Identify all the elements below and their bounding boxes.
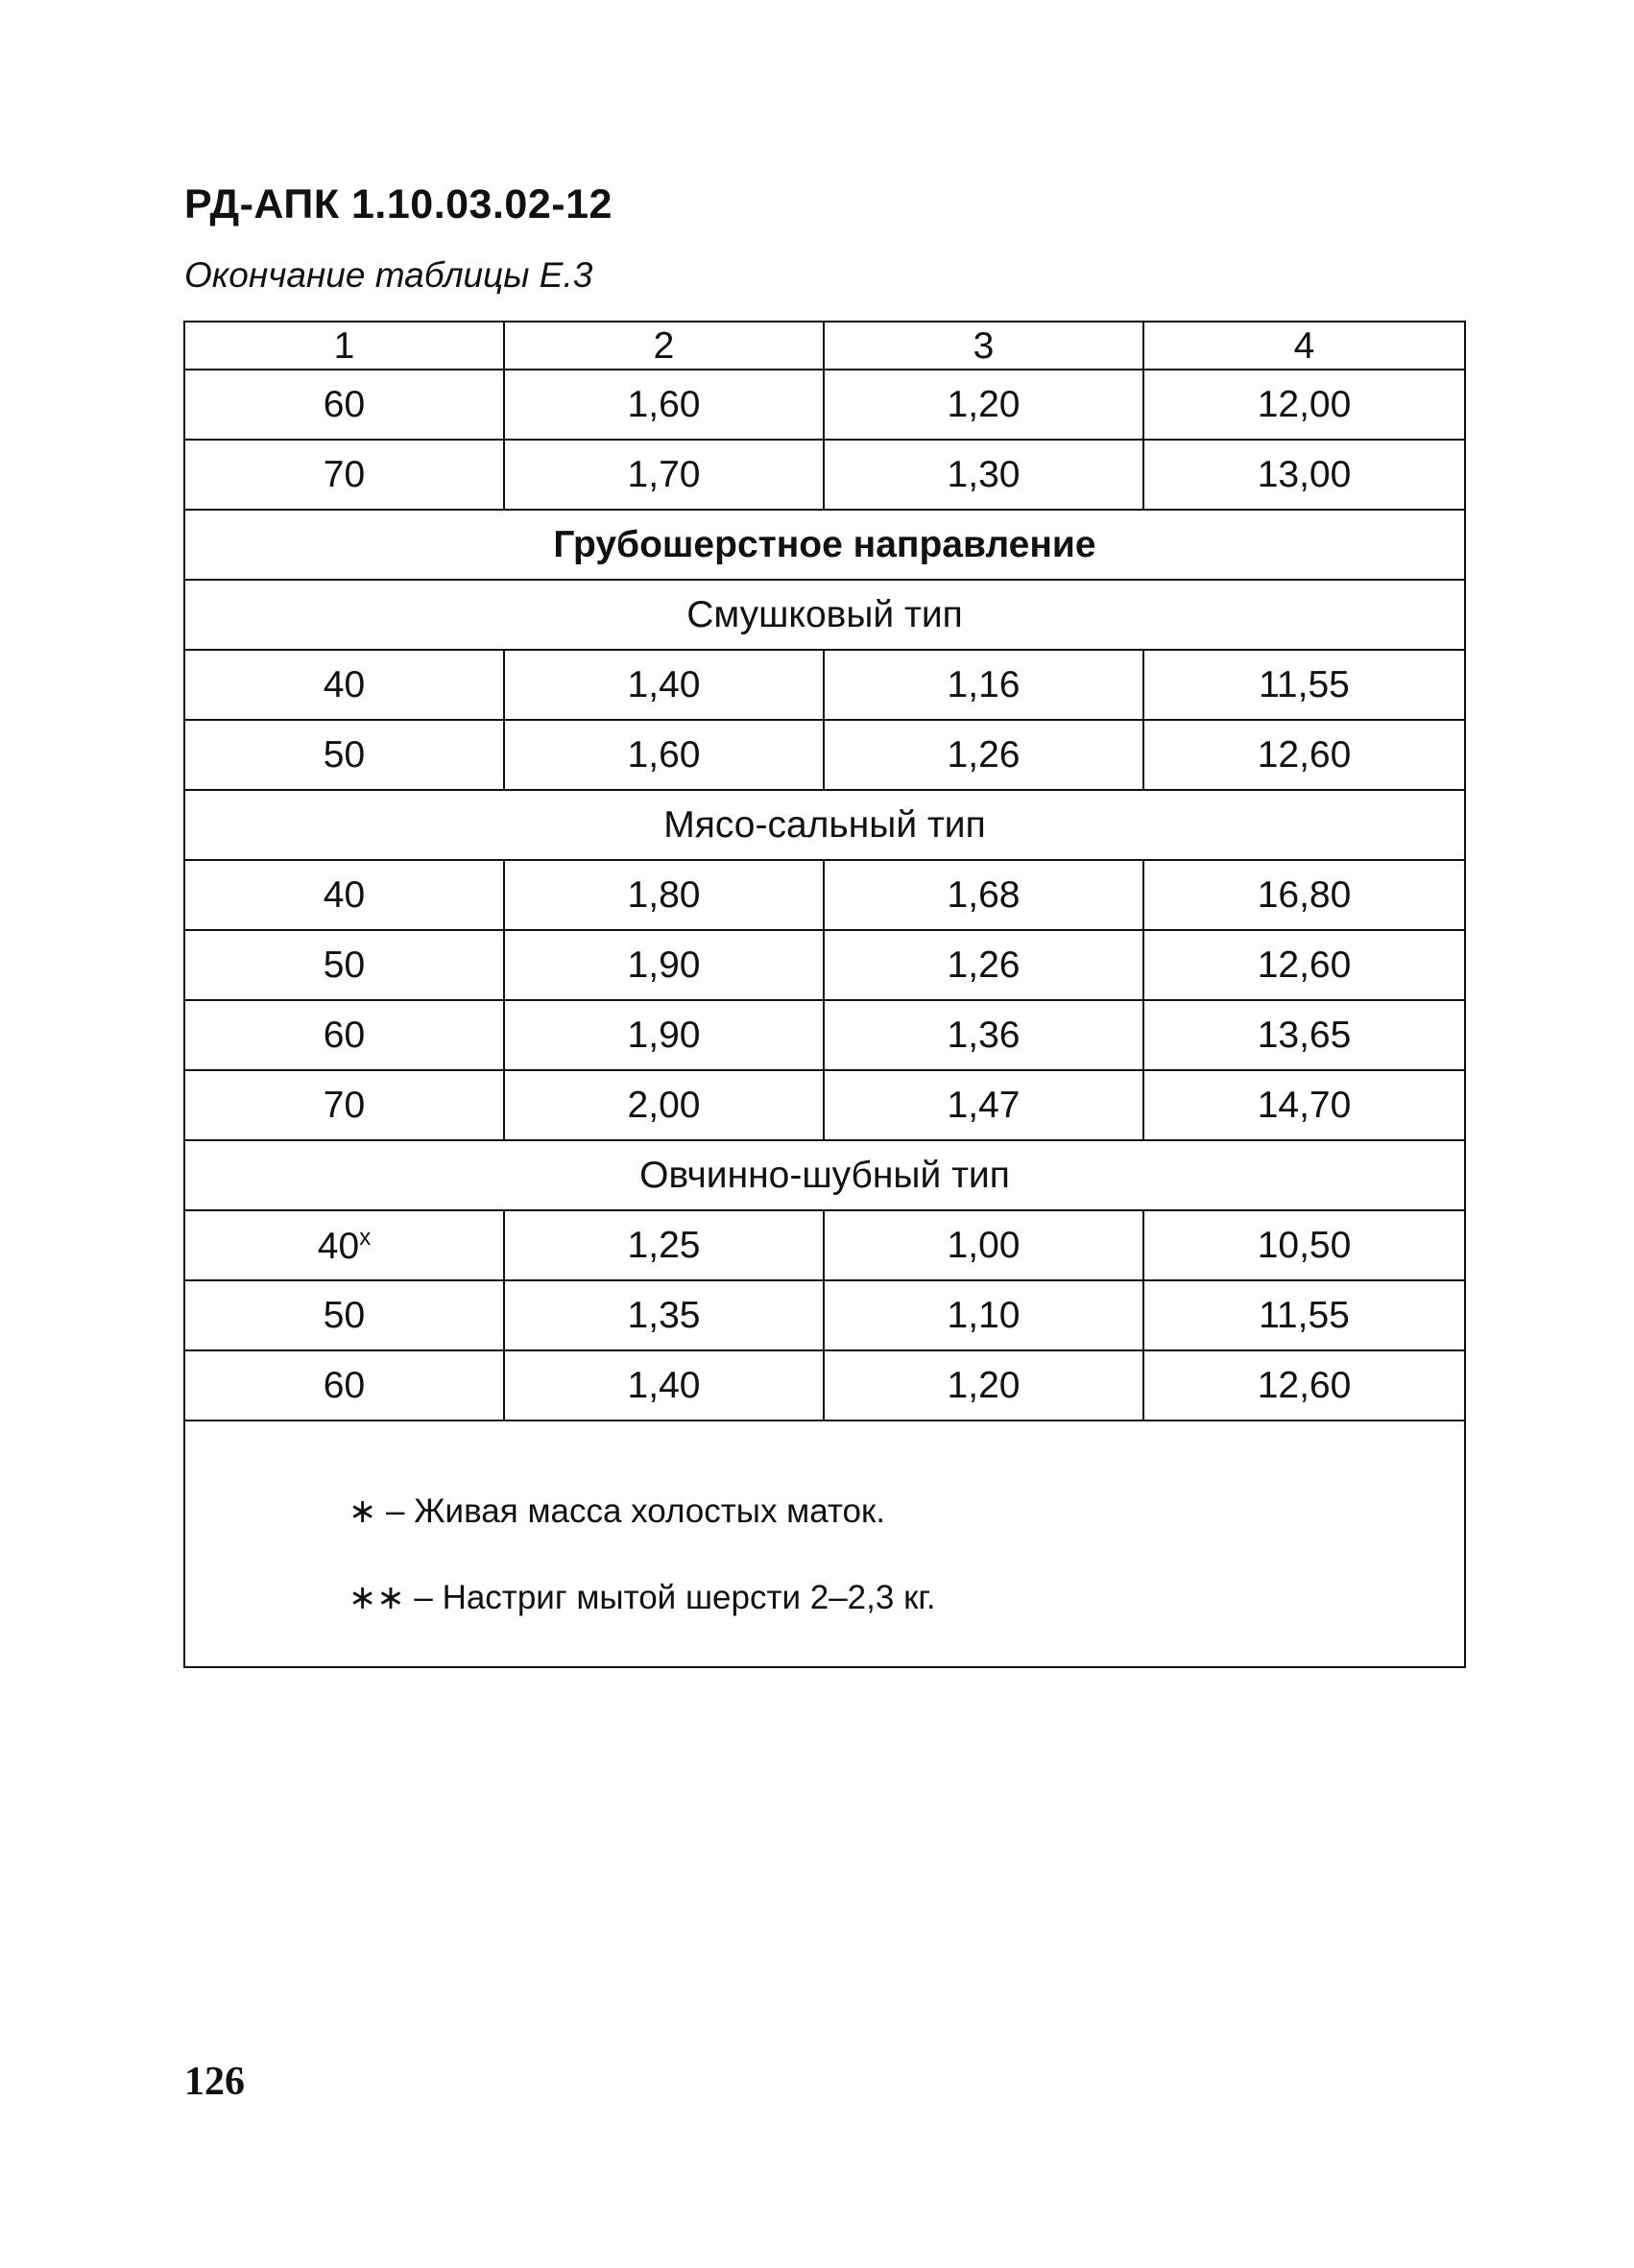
- table-cell: 1,90: [504, 1000, 824, 1070]
- subsection-heading-smushkovy: Смушковый тип: [184, 580, 1465, 650]
- column-header: 1: [184, 322, 504, 370]
- table-cell: 13,65: [1143, 1000, 1465, 1070]
- cell-value: 40: [317, 1225, 360, 1267]
- table-cell: 10,50: [1143, 1210, 1465, 1280]
- column-header: 2: [504, 322, 824, 370]
- table-cell: 40: [184, 650, 504, 720]
- column-number-row: [184, 322, 1465, 370]
- table-cell: 1,68: [824, 860, 1143, 930]
- table-cell-marked: [184, 1210, 504, 1280]
- table-cell: 14,70: [1143, 1070, 1465, 1140]
- table-cell: 1,00: [824, 1210, 1143, 1280]
- table-cell: 12,60: [1143, 720, 1465, 790]
- table-cell: 50: [184, 930, 504, 1000]
- table-cell: 1,26: [824, 720, 1143, 790]
- table-row: [184, 1210, 1465, 1280]
- table-cell: 40: [184, 860, 504, 930]
- table-caption: Окончание таблицы Е.3: [184, 255, 593, 295]
- table-cell: 50: [184, 1280, 504, 1350]
- table-cell: 12,60: [1143, 930, 1465, 1000]
- subsection-heading-row: [184, 1140, 1465, 1210]
- data-table: [183, 321, 1466, 1668]
- table-cell: 1,36: [824, 1000, 1143, 1070]
- table-cell: 1,35: [504, 1280, 824, 1350]
- table-row: [184, 1280, 1465, 1350]
- table-cell: 1,20: [824, 1350, 1143, 1420]
- table-cell: 1,60: [504, 370, 824, 440]
- footnote-1: ∗ – Живая масса холостых маток.: [348, 1492, 886, 1530]
- table-cell: 1,20: [824, 370, 1143, 440]
- table-cell: 70: [184, 1070, 504, 1140]
- column-header: 4: [1143, 322, 1465, 370]
- table-cell: 16,80: [1143, 860, 1465, 930]
- table-row: [184, 930, 1465, 1000]
- table-cell: 1,60: [504, 720, 824, 790]
- table-cell: 1,70: [504, 440, 824, 510]
- table-cell: 50: [184, 720, 504, 790]
- table-cell: 12,60: [1143, 1350, 1465, 1420]
- table-cell: 11,55: [1143, 650, 1465, 720]
- table-row: [184, 440, 1465, 510]
- table-cell: 11,55: [1143, 1280, 1465, 1350]
- page-number: 126: [184, 2060, 245, 2104]
- table-cell: 1,30: [824, 440, 1143, 510]
- table-cell: 60: [184, 1000, 504, 1070]
- section-heading: Грубошерстное направление: [184, 510, 1465, 580]
- table-cell: 13,00: [1143, 440, 1465, 510]
- footnote-mark: x: [359, 1224, 372, 1251]
- table-cell: 12,00: [1143, 370, 1465, 440]
- notes-row: [184, 1420, 1465, 1667]
- table-cell: 1,10: [824, 1280, 1143, 1350]
- table-cell: 1,16: [824, 650, 1143, 720]
- table-cell: 1,90: [504, 930, 824, 1000]
- subsection-heading-row: [184, 580, 1465, 650]
- table-row: [184, 650, 1465, 720]
- table-cell: 2,00: [504, 1070, 824, 1140]
- table-row: [184, 1000, 1465, 1070]
- column-header: 3: [824, 322, 1143, 370]
- table-cell: 60: [184, 1350, 504, 1420]
- table-cell: 1,25: [504, 1210, 824, 1280]
- document-code: РД-АПК 1.10.03.02-12: [184, 181, 613, 227]
- table-row: [184, 1070, 1465, 1140]
- footnote-2: ∗∗ – Настриг мытой шерсти 2–2,3 кг.: [348, 1579, 936, 1616]
- table-cell: 70: [184, 440, 504, 510]
- table-cell: 1,40: [504, 650, 824, 720]
- section-heading-row: [184, 510, 1465, 580]
- table-cell: 1,26: [824, 930, 1143, 1000]
- table-cell: 60: [184, 370, 504, 440]
- table-row: [184, 1350, 1465, 1420]
- table-cell: 1,40: [504, 1350, 824, 1420]
- table-row: [184, 860, 1465, 930]
- subsection-heading-row: [184, 790, 1465, 860]
- notes-cell: [184, 1420, 1465, 1667]
- subsection-heading-myaso-salny: Мясо-сальный тип: [184, 790, 1465, 860]
- subsection-heading-ovchinno-shubny: Овчинно-шубный тип: [184, 1140, 1465, 1210]
- footnotes: [185, 1421, 1464, 1614]
- table-row: [184, 370, 1465, 440]
- table-cell: 1,47: [824, 1070, 1143, 1140]
- table-row: [184, 720, 1465, 790]
- table-cell: 1,80: [504, 860, 824, 930]
